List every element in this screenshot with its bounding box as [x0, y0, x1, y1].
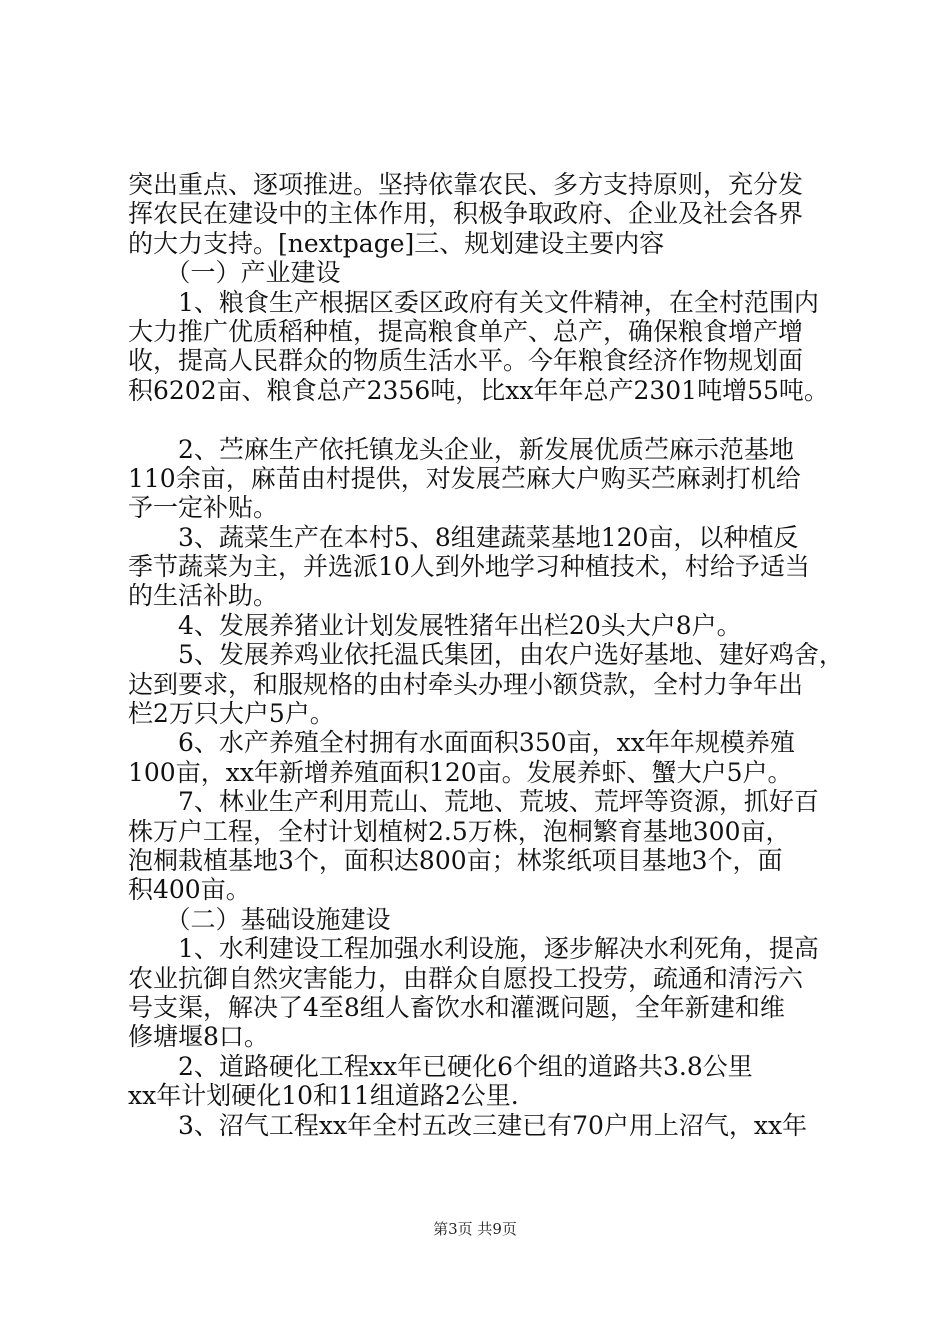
text-line: 号支渠，解决了4至8组人畜饮水和灌溉问题，全年新建和维 [128, 992, 785, 1022]
text-line: 积400亩。 [128, 875, 251, 905]
text-line: 株万户工程，全村计划植树2.5万株，泡桐繁育基地300亩， [128, 816, 791, 846]
text-line: 的大力支持。[nextpage]三、规划建设主要内容 [128, 228, 665, 258]
text-line: 100亩，xx年新增养殖面积120亩。发展养虾、蟹大户5户。 [128, 757, 793, 787]
blank-line [128, 405, 838, 434]
text-line: 6、水产养殖全村拥有水面面积350亩，xx年年规模养殖 [128, 728, 795, 758]
text-line: 予一定补贴。 [128, 493, 279, 523]
text-line: 修塘堰8口。 [128, 1022, 269, 1052]
text-line: 3、蔬菜生产在本村5、8组建蔬菜基地120亩，以种植反 [128, 522, 799, 552]
document-body [128, 170, 844, 1140]
text-line: 积6202亩、粮食总产2356吨，比xx年年总产2301吨增55吨。 [128, 375, 829, 405]
text-line: 栏2万只大户5户。 [128, 699, 335, 729]
text-line: 1、粮食生产根据区委区政府有关文件精神，在全村范围内 [128, 287, 819, 317]
text-line: 3、沼气工程xx年全村五改三建已有70户用上沼气，xx年 [128, 1110, 808, 1140]
text-line: xx年计划硬化10和11组道路2公里. [128, 1081, 519, 1111]
text-line: 大力推广优质稻种植，提高粮食单产、总产，确保粮食增产增 [128, 316, 804, 346]
text-line: 农业抗御自然灾害能力，由群众自愿投工投劳，疏通和清污六 [128, 963, 804, 993]
text-line: 达到要求，和服规格的由村牵头办理小额贷款，全村力争年出 [128, 669, 804, 699]
text-line: （一）产业建设 [128, 258, 341, 288]
text-line: 2、苎麻生产依托镇龙头企业，新发展优质苎麻示范基地 [128, 434, 794, 464]
text-line: 挥农民在建设中的主体作用，积极争取政府、企业及社会各界 [128, 199, 804, 229]
text-line: 110余亩，麻苗由村提供，对发展苎麻大户购买苎麻剥打机给 [128, 463, 801, 493]
text-line: 泡桐栽植基地3个，面积达800亩；林浆纸项目基地3个，面 [128, 845, 783, 875]
text-line: 4、发展养猪业计划发展牲猪年出栏20头大户8户。 [128, 610, 742, 640]
text-line: 5、发展养鸡业依托温氏集团，由农户选好基地、建好鸡舍， [128, 640, 844, 670]
text-line: 季节蔬菜为主，并选派10人到外地学习种植技术，村给予适当 [128, 552, 810, 582]
text-line: 2、道路硬化工程xx年已硬化6个组的道路共3.8公里 [128, 1051, 753, 1081]
text-line: （二）基础设施建设 [128, 904, 391, 934]
text-line: 突出重点、逐项推进。坚持依靠农民、多方支持原则，充分发 [128, 170, 804, 199]
page-footer: 第3页 共9页 [433, 1220, 517, 1238]
text-line: 收，提高人民群众的物质生活水平。今年粮食经济作物规划面 [128, 346, 804, 376]
text-line: 1、水利建设工程加强水利设施，逐步解决水利死角，提高 [128, 934, 819, 964]
text-line: 7、林业生产利用荒山、荒地、荒坡、荒坪等资源，抓好百 [128, 787, 819, 817]
text-line: 的生活补助。 [128, 581, 279, 611]
